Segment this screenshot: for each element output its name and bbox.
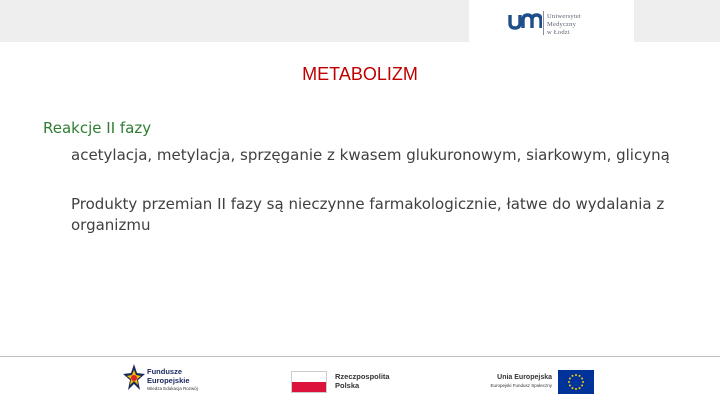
university-name-line-1: Uniwersytet xyxy=(547,13,581,20)
polish-flag-icon xyxy=(291,371,327,393)
section-heading: Reakcje II fazy xyxy=(43,119,152,137)
university-name-line-2: Medyczny xyxy=(547,21,577,28)
paragraph-reactions: acetylacja, metylacja, sprzęganie z kwasem glukuronowym, siarkowym, glicyną xyxy=(71,146,670,164)
fundusze-europejskie-star-icon xyxy=(123,364,145,394)
unia-subtitle: Europejski Fundusz Społeczny xyxy=(490,383,552,388)
university-name-line-3: w Łodzi xyxy=(547,29,570,36)
rzeczpospolita-polska-logo xyxy=(289,367,399,395)
fundusze-subtitle: Wiedza Edukacja Rozwój xyxy=(147,386,198,391)
fundusze-line-2: Europejskie xyxy=(147,376,190,385)
rzeczpospolita-line-1: Rzeczpospolita xyxy=(335,372,390,381)
logo-divider xyxy=(543,11,544,35)
um-logo-icon xyxy=(508,12,542,30)
slide-content xyxy=(43,118,683,236)
fundusze-europejskie-logo xyxy=(123,362,228,398)
unia-title: Unia Europejska xyxy=(497,374,552,381)
rzeczpospolita-line-2: Polska xyxy=(335,381,360,390)
university-name xyxy=(547,13,581,37)
paragraph-products: Produkty przemian II fazy są nieczynne farmakologicznie, łatwe do wydalania z organizmu xyxy=(71,195,665,234)
unia-europejska-logo xyxy=(470,368,596,396)
eu-flag-icon xyxy=(558,370,594,394)
footer-divider xyxy=(0,356,720,357)
slide-title: METABOLIZM xyxy=(302,64,418,84)
fundusze-line-1: Fundusze xyxy=(147,367,182,376)
